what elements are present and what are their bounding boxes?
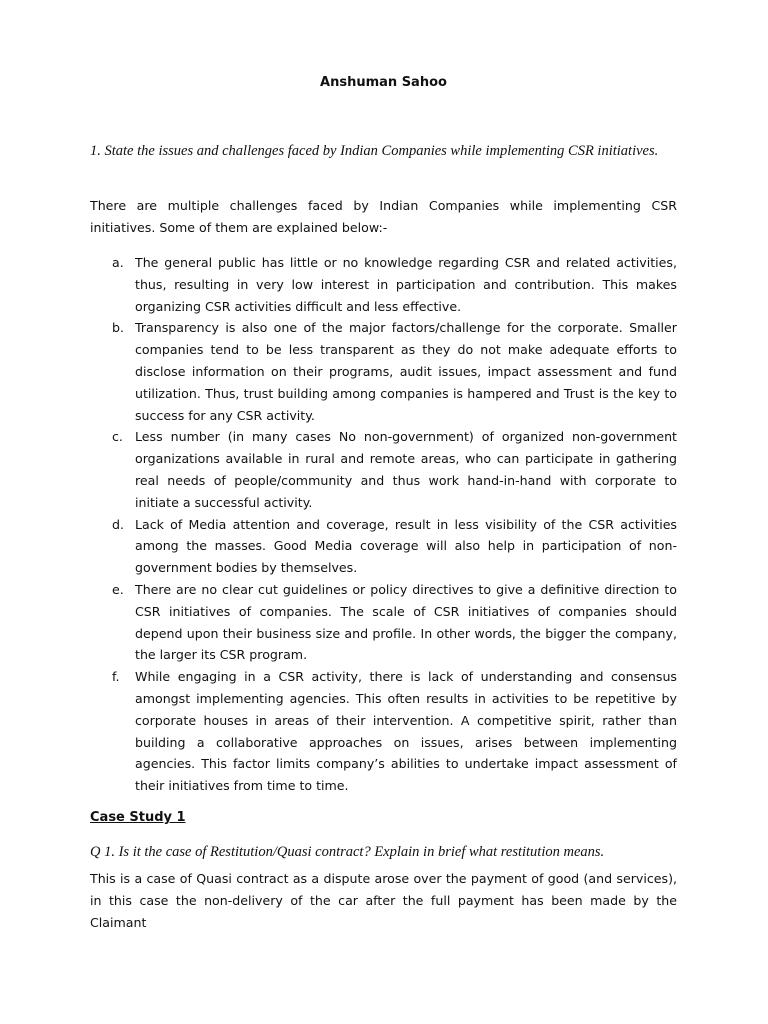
list-item-text: Transparency is also one of the major factors/challenge for the corporate. Smaller companies tend to be less transparent as they do not make adequate efforts to disclose information on their programs, audit issues, impact assessment and fund utilization. Thus, trust building among companies is hampered and Trust is the key to success for any CSR activity. [135, 320, 677, 423]
list-marker: e. [112, 581, 124, 597]
question-1: 1. State the issues and challenges faced by Indian Companies while implementing CSR initiatives. [90, 143, 659, 159]
list-item [90, 666, 677, 797]
list-item [90, 426, 677, 513]
document-page [90, 0, 677, 1024]
list-item [90, 514, 677, 579]
list-item-text: While engaging in a CSR activity, there is lack of understanding and consensus amongst implementing agencies. This often results in activities to be repetitive by corporate houses in areas of their intervention. A competitive spirit, rather than building a collaborative approaches on issues, arises between implementing agencies. This factor limits company’s abilities to undertake impact assessment of their initiatives from time to time. [135, 669, 677, 794]
list-item-text: Less number (in many cases No non-government) of organized non-government organizations available in rural and remote areas, who can participate in gathering real needs of people/community and thus work hand-in-hand with corporate to initiate a successful activity. [135, 429, 677, 510]
list-marker: a. [112, 255, 124, 270]
list-item-text: Lack of Media attention and coverage, result in less visibility of the CSR activities among the masses. Good Media coverage will also help in participation of non-government bodies by themselves. [135, 516, 677, 576]
author-title: Anshuman Sahoo [320, 75, 447, 90]
list-item-text: There are no clear cut guidelines or policy directives to give a definitive direction to CSR initiatives of companies. The scale of CSR initiatives of companies should depend upon their business size and profile. In other words, the bigger the company, the larger its CSR program. [135, 581, 677, 663]
list-item-text: The general public has little or no knowledge regarding CSR and related activities, thus, resulting in very low interest in participation and contribution. This makes organizing CSR activities difficult and less effective. [135, 255, 677, 314]
list-marker: c. [112, 429, 123, 445]
list-marker: b. [112, 320, 124, 336]
list-item [90, 252, 677, 317]
list-item [90, 317, 677, 426]
list-marker: f. [112, 669, 120, 685]
case-study-heading: Case Study 1 [90, 810, 186, 825]
intro-paragraph: There are multiple challenges faced by Indian Companies while implementing CSR initiatives. Some of them are explained below:- [90, 198, 677, 235]
challenges-list [90, 252, 677, 797]
list-item [90, 579, 677, 666]
case-answer-paragraph: This is a case of Quasi contract as a dispute arose over the payment of good (and services), in this case the non-delivery of the car after the full payment has been made by the Claimant [90, 871, 677, 930]
case-question: Q 1. Is it the case of Restitution/Quasi contract? Explain in brief what restitution means. [90, 844, 605, 860]
list-marker: d. [112, 516, 124, 532]
